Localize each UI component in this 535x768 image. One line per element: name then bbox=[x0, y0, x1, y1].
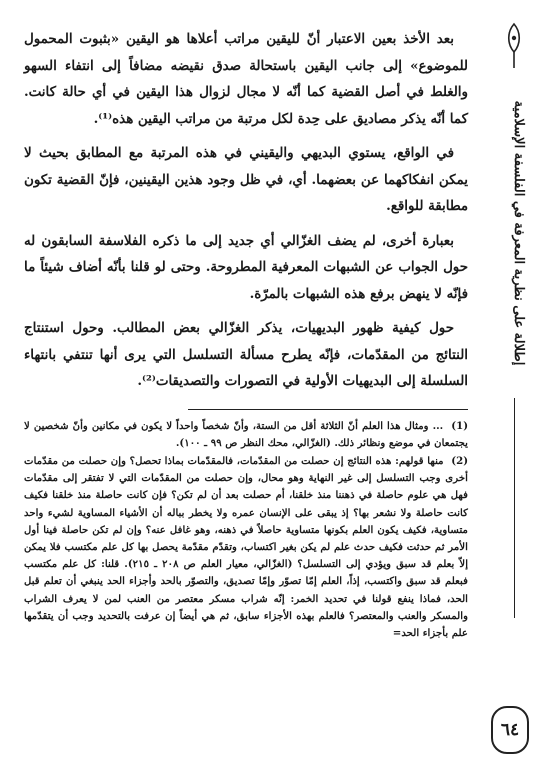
footnote-number: (2) bbox=[451, 454, 469, 467]
footnote-divider bbox=[188, 409, 468, 410]
footnote-text: ... ومثال هذا العلم أنّ الثلاثة أقل من الستة، وأنّ شخصاً واحداً لا يكون في مكانين وأنّ شخصين لا يجتمعان في موضع ونظائر ذلك. (الغزّالي، محك النظر ص ٩٩ ـ ١٠٠). bbox=[24, 419, 468, 449]
paragraph-1: بعد الأخذ بعين الاعتبار أنّ لليقين مراتب أعلاها هو اليقين «بثبوت المحمول للموضوع» إلى جانب اليقين باستحالة صدق نقيضه مضافاً إلى انتفاء السهو والغلط في أصل القضية كما أنّه لا مجال لزوال هذا اليقين في أي حالة كانت. كما أنّه يذكر مصاديق على حِدة لكل مرتبة من مراتب اليقين هذه⁽¹⁾. bbox=[24, 31, 468, 127]
page-number: ٦٤ bbox=[491, 706, 529, 754]
paragraph-2: في الواقع، يستوي البديهي واليقيني في هذه المرتبة مع المطابق بحيث لا يمكن انفكاكهما عن بعضهما. أي، في ظل وجود هذين اليقينين، فإنّ القضية تكون مطابقة للواقع. bbox=[24, 145, 468, 214]
footnotes bbox=[24, 418, 468, 643]
footnote-text: منها قولهم: هذه النتائج إن حصلت من المقدّمات، فالمقدّمات بماذا تحصل؟ وإن حصلت من مقدّمات أخرى وجب التسلسل إلى غير النهاية وهو محال، وإن حصلت من المقدّمات التي لا تفتقر إلى مقدّمات فهل هي علوم حاصلة في ذهننا منذ خلقنا، أم حصلت بعد أن لم تكن؟ فإن كانت حاصلة منذ خلقنا فكيف كانت حاصلة ولا نشعر بها؟ إذ يبقى على الإنسان عمره ولا يخطر بباله أن الأشياء المساوية لشيء واحد متساوية، فكيف يكون العلم بكونها متساوية حاصلاً في ذهنه، وهو غافل عنه؟ وإن لم تكن حاصلة فينا أول الأمر ثم حدثت فكيف حدث علم لم يكن بغير اكتساب، وتقدّم مقدّمة يحصل بها كل علم مكتسب فلا يمكن إلاّ بعلم قد سبق ويؤدي إلى التسلسل؟ (الغزّالي، معيار العلم ص ٢٠٨ ـ ٢١٥). قلنا: كل علم مكتسب فبعلم قد سبق واكتسب، إذاً، العلم إمّا تصوّر وإمّا تصديق، والتصوّر بالحد وأجزاء الحد ينبغي أن تعلم قبل الحد، فماذا ينفع قولنا في تحديد الخمر: إنّه شراب مسكر معتصر من العنب لمن لا يعرف الشراب والمسكر والعنب والمعتصر؟ فالعلم بهذه الأجزاء سابق، ثم هي أيضاً إن عرفت بالتحديد وجب أن يتقدّمها علم بأجزاء الحد= bbox=[24, 454, 469, 639]
paragraph-4: حول كيفية ظهور البديهيات، يذكر الغزّالي بعض المطالب. وحول استنتاج النتائج من المقدّمات، فإنّه يطرح مسألة التسلسل التي يرى أنها تنتفي بانتهاء السلسلة إلى البديهيات الأولية في التصورات والتصديقات⁽²⁾. bbox=[24, 320, 468, 389]
footnote-1 bbox=[24, 418, 468, 452]
paragraph-3: بعبارة أخرى، لم يضف الغزّالي أي جديد إلى ما ذكره الفلاسفة السابقون له حول الجواب عن الشبهات المعرفية المطروحة. وحتى لو قلنا بأنّه أضاف شيئاً ما فإنّه لا ينهض برفع هذه الشبهات بالمرّة. bbox=[24, 232, 468, 302]
footnote-number: (1) bbox=[451, 419, 469, 432]
main-text bbox=[24, 26, 468, 643]
running-title: إطلالة على نظرية المعرفة في الفلسفة الإسلامية bbox=[505, 68, 531, 398]
footnote-2 bbox=[24, 453, 468, 642]
page-margin-decoration bbox=[477, 0, 535, 768]
